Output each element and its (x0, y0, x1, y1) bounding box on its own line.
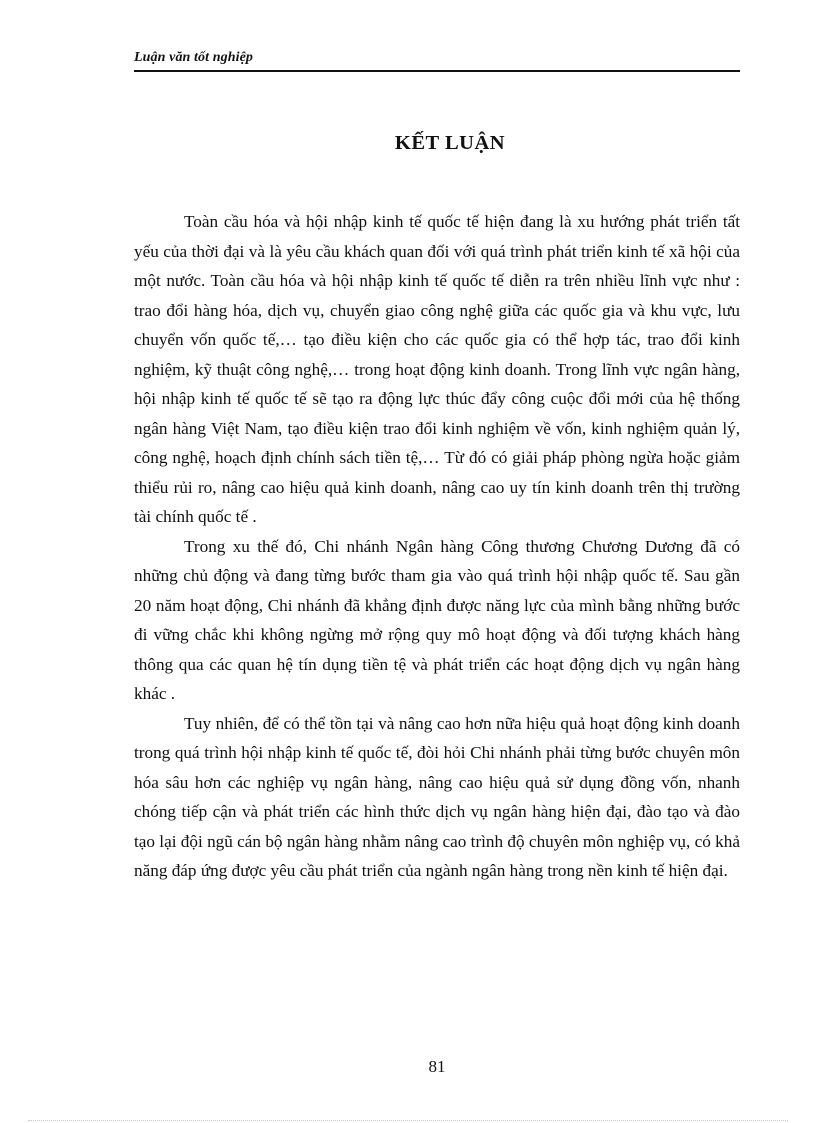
page-number: 81 (428, 1057, 446, 1076)
page-title: KẾT LUẬN (394, 132, 506, 154)
body-text (134, 207, 740, 886)
paragraph-3: Tuy nhiên, để có thể tồn tại và nâng cao hơn nữa hiệu quả hoạt động kinh doanh trong quá trình hội nhập kinh tế quốc tế, đòi hỏi Chi nhánh phải từng bước chuyên môn hóa sâu hơn các nghiệp vụ ngân hàng, nâng cao hiệu quả sử dụng đồng vốn, nhanh chóng tiếp cận và phát triển các hình thức dịch vụ ngân hàng hiện đại, đào tạo và đào tạo lại đội ngũ cán bộ ngân hàng nhằm nâng cao trình độ chuyên môn nghiệp vụ, có khả năng đáp ứng được yêu cầu phát triển của ngành ngân hàng trong nền kinh tế hiện đại. (134, 713, 740, 880)
page-bottom-divider (28, 1120, 788, 1121)
paragraph-2: Trong xu thế đó, Chi nhánh Ngân hàng Công thương Chương Dương đã có những chủ động và đang từng bước tham gia vào quá trình hội nhập quốc tế. Sau gần 20 năm hoạt động, Chi nhánh đã khẳng định được năng lực của mình bằng những bước đi vững chắc khi không ngừng mở rộng quy mô hoạt động và đối tượng khách hàng thông qua các quan hệ tín dụng tiền tệ và phát triển các hoạt động dịch vụ ngân hàng khác . (134, 536, 740, 703)
running-header (134, 48, 740, 72)
header-title: Luận văn tốt nghiệp (134, 50, 253, 65)
paragraph-1: Toàn cầu hóa và hội nhập kinh tế quốc tế hiện đang là xu hướng phát triển tất yếu của thời đại và là yêu cầu khách quan đối với quá trình phát triển kinh tế xã hội của một nước. Toàn cầu hóa và hội nhập kinh tế quốc tế diễn ra trên nhiều lĩnh vực như : trao đổi hàng hóa, dịch vụ, chuyển giao công nghệ giữa các quốc gia và khu vực, lưu chuyển vốn quốc tế,… tạo điều kiện cho các quốc gia có thể hợp tác, trao đổi kinh nghiệm, kỹ thuật công nghệ,… trong hoạt động kinh doanh. Trong lĩnh vực ngân hàng, hội nhập kinh tế quốc tế sẽ tạo ra động lực thúc đẩy công cuộc đổi mới của hệ thống ngân hàng Việt Nam, tạo điều kiện trao đổi kinh nghiệm về vốn, kinh nghiệm quản lý, công nghệ, hoạch định chính sách tiền tệ,… Từ đó có giải pháp phòng ngừa hoặc giảm thiểu rủi ro, nâng cao hiệu quả kinh doanh, nâng cao uy tín kinh doanh trên thị trường tài chính quốc tế . (134, 212, 740, 526)
